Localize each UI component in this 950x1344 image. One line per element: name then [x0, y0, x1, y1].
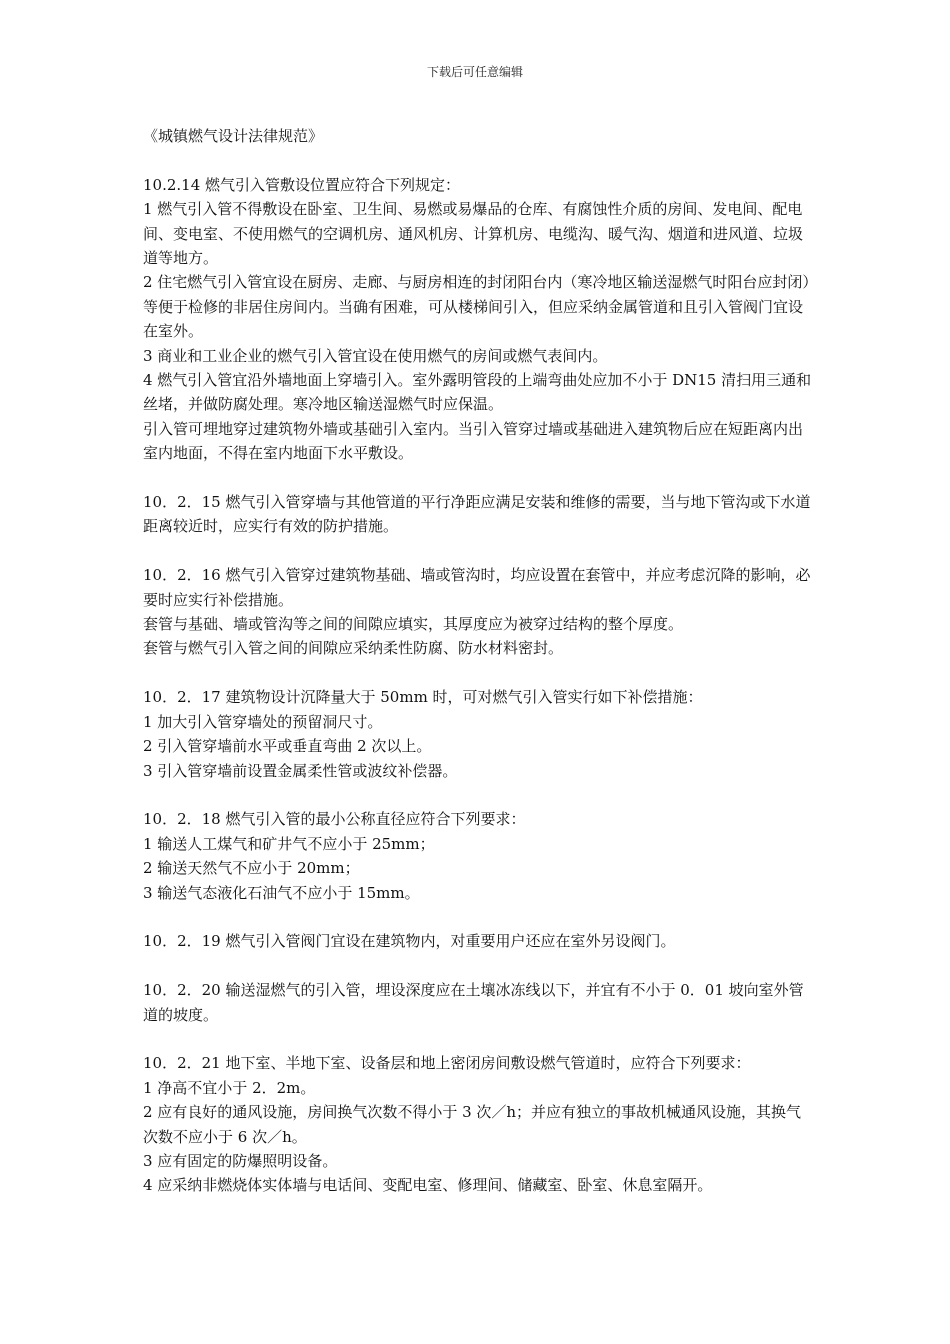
clause-item: 2 输送天然气不应小于 20mm； — [143, 859, 360, 878]
clause-heading: 10．2．17 建筑物设计沉降量大于 50mm 时，可对燃气引入管实行如下补偿措施： — [143, 688, 703, 707]
page-header: 下载后可任意编辑 — [426, 65, 523, 79]
clause-heading: 10.2.14 燃气引入管敷设位置应符合下列规定： — [143, 175, 461, 194]
clause-item: 3 输送气态液化石油气不应小于 15mm。 — [143, 883, 420, 902]
clause-item: 引入管可埋地穿过建筑物外墙或基础引入室内。当引入管穿过墙或基础进入建筑物后应在短距离内出室内地面，不得在室内地面下水平敷设。 — [143, 419, 804, 463]
clause-section — [143, 807, 815, 905]
clause-item: 3 引入管穿墙前设置金属柔性管或波纹补偿器。 — [143, 761, 458, 780]
clause-section — [143, 685, 815, 783]
clause-item: 2 应有良好的通风设施，房间换气次数不得小于 3 次／h；并应有独立的事故机械通风设施，其换气次数不应小于 6 次／h。 — [143, 1103, 802, 1146]
clause-heading: 10．2．18 燃气引入管的最小公称直径应符合下列要求： — [143, 810, 526, 829]
clause-item: 1 净高不宜小于 2．2m。 — [143, 1078, 316, 1097]
document-title: 《城镇燃气设计法律规范》 — [143, 127, 324, 145]
clause-item: 2 住宅燃气引入管宜设在厨房、走廊、与厨房相连的封闭阳台内（寒冷地区输送湿燃气时阳台应封闭）等便于检修的非居住房间内。当确有困难，可从楼梯间引入，但应采纳金属管道和且引入管阀门宜设在室外。 — [143, 273, 810, 341]
clause-heading: 10．2．19 燃气引入管阀门宜设在建筑物内，对重要用户还应在室外另设阀门。 — [143, 932, 676, 951]
clause-item: 1 加大引入管穿墙处的预留洞尺寸。 — [143, 712, 383, 731]
clause-item: 套管与燃气引入管之间的间隙应采纳柔性防腐、防水材料密封。 — [143, 639, 564, 658]
clause-section — [143, 563, 815, 661]
clause-heading: 10．2．21 地下室、半地下室、设备层和地上密闭房间敷设燃气管道时，应符合下列要求： — [143, 1054, 751, 1073]
clause-item: 2 引入管穿墙前水平或垂直弯曲 2 次以上。 — [143, 737, 432, 756]
clause-item: 1 燃气引入管不得敷设在卧室、卫生间、易燃或易爆品的仓库、有腐蚀性介质的房间、发电间、配电间、变电室、不使用燃气的空调机房、通风机房、计算机房、电缆沟、暖气沟、烟道和进风道、垃圾道等地方。 — [143, 200, 804, 268]
clause-heading: 10．2．15 燃气引入管穿墙与其他管道的平行净距应满足安装和维修的需要，当与地下管沟或下水道距离较近时，应实行有效的防护措施。 — [143, 493, 811, 536]
clause-section — [143, 978, 815, 1027]
clause-heading: 10．2．20 输送湿燃气的引入管，埋设深度应在土壤冰冻线以下，并宜有不小于 0．01 坡向室外管道的坡度。 — [143, 981, 804, 1024]
clause-section — [143, 1051, 815, 1197]
clause-section — [143, 173, 815, 466]
clause-item: 4 应采纳非燃烧体实体墙与电话间、变配电室、修理间、储藏室、卧室、休息室隔开。 — [143, 1176, 713, 1195]
document-body — [143, 124, 815, 1198]
clause-item: 3 商业和工业企业的燃气引入管宜设在使用燃气的房间或燃气表间内。 — [143, 346, 608, 365]
clause-section — [143, 929, 815, 953]
clause-item: 4 燃气引入管宜沿外墙地面上穿墙引入。室外露明管段的上端弯曲处应加不小于 DN15 清扫用三通和丝堵，并做防腐处理。寒冷地区输送湿燃气时应保温。 — [143, 371, 812, 414]
clause-item: 1 输送人工煤气和矿井气不应小于 25mm； — [143, 834, 435, 853]
clause-item: 套管与基础、墙或管沟等之间的间隙应填实，其厚度应为被穿过结构的整个厚度。 — [143, 615, 684, 634]
sections-container — [143, 173, 815, 1198]
clause-section — [143, 490, 815, 539]
clause-item: 3 应有固定的防爆照明设备。 — [143, 1151, 338, 1170]
clause-heading: 10．2．16 燃气引入管穿过建筑物基础、墙或管沟时，均应设置在套管中，并应考虑沉降的影响，必要时应实行补偿措施。 — [143, 566, 811, 609]
